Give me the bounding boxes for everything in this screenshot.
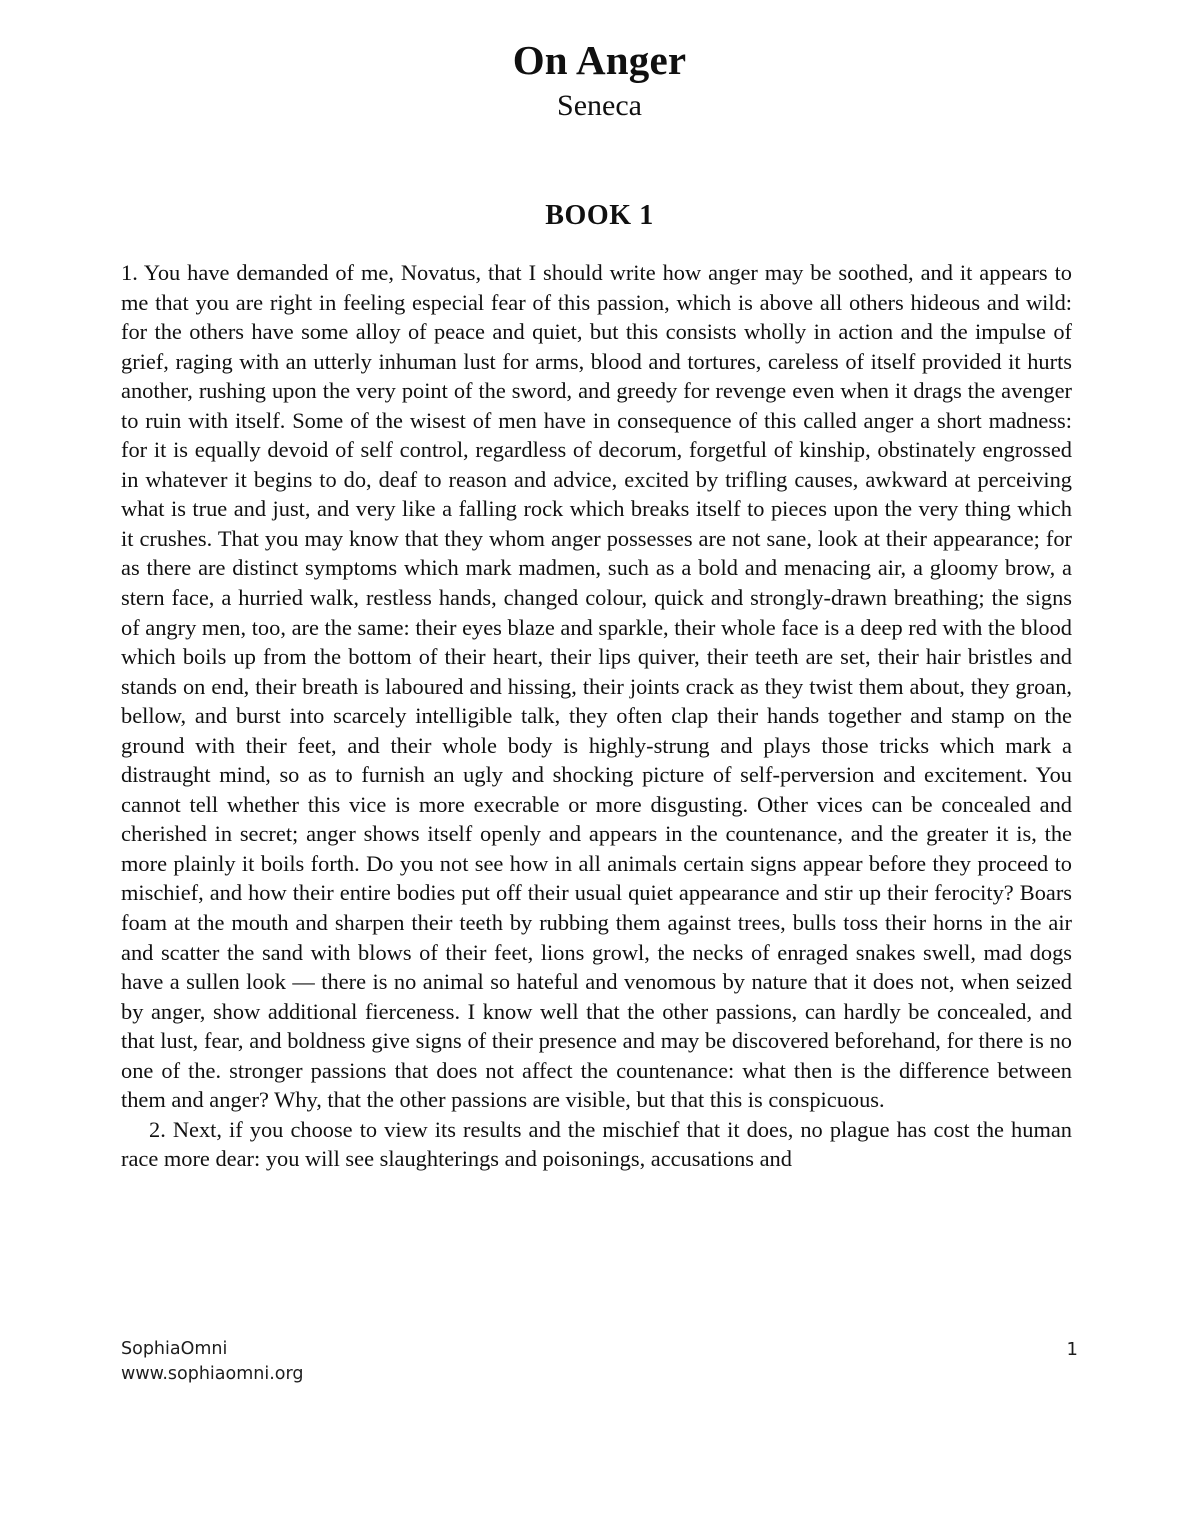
document-author: Seneca [557,88,642,122]
book-heading: BOOK 1 [545,200,654,231]
body-text [121,258,1072,1174]
document-header [0,38,1199,124]
page-title: On Anger [512,37,687,83]
page-footer [121,1337,1078,1388]
footer-publisher-block [121,1337,303,1388]
paragraph-1: 1. You have demanded of me, Novatus, that I should write how anger may be soothed, and it appears to me that you are right in feeling especial fear of this passion, which is above all others hideous and wild: for the others have some alloy of peace and quiet, but this consists wholly in action and the impulse of grief, raging with an utterly inhuman lust for arms, blood and tortures, careless of itself provided it hurts another, rushing upon the very point of the sword, and greedy for revenge even when it drags the avenger to ruin with itself. Some of the wisest of men have in consequence of this called anger a short madness: for it is equally devoid of self control, regardless of decorum, forgetful of kinship, obstinately engrossed in whatever it begins to do, deaf to reason and advice, excited by trifling causes, awkward at perceiving what is true and just, and very like a falling rock which breaks itself to pieces upon the very thing which it crushes. That you may know that they whom anger possesses are not sane, look at their appearance; for as there are distinct symptoms which mark madmen, such as a bold and menacing air, a gloomy brow, a stern face, a hurried walk, restless hands, changed colour, quick and strongly-drawn breathing; the signs of angry men, too, are the same: their eyes blaze and sparkle, their whole face is a deep red with the blood which boils up from the bottom of their heart, their lips quiver, their teeth are set, their hair bristles and stands on end, their breath is laboured and hissing, their joints crack as they twist them about, they groan, bellow, and burst into scarcely intelligible talk, they often clap their hands together and stamp on the ground with their feet, and their whole body is highly-strung and plays those tricks which mark a distraught mind, so as to furnish an ugly and shocking picture of self-perversion and excitement. You cannot tell whether this vice is more execrable or more disgusting. Other vices can be concealed and cherished in secret; anger shows itself openly and appears in the countenance, and the greater it is, the more plainly it boils forth. Do you not see how in all animals certain signs appear before they proceed to mischief, and how their entire bodies put off their usual quiet appearance and stir up their ferocity? Boars foam at the mouth and sharpen their teeth by rubbing them against trees, bulls toss their horns in the air and scatter the sand with blows of their feet, lions growl, the necks of enraged snakes swell, mad dogs have a sullen look — there is no animal so hateful and venomous by nature that it does not, when seized by anger, show additional fierceness. I know well that the other passions, can hardly be concealed, and that lust, fear, and boldness give signs of their presence and may be discovered beforehand, for there is no one of the. stronger passions that does not affect the countenance: what then is the difference between them and anger? Why, that the other passions are visible, but that this is conspicuous. [121,260,1072,1113]
footer-website: www.sophiaomni.org [121,1364,304,1385]
page-number: 1 [1066,1339,1078,1360]
footer-publisher-name: SophiaOmni [121,1339,228,1359]
paragraph-2: 2. Next, if you choose to view its results and the mischief that it does, no plague has cost the human race more dear: you will see slaughterings and poisonings, accusations and [121,1116,1072,1172]
